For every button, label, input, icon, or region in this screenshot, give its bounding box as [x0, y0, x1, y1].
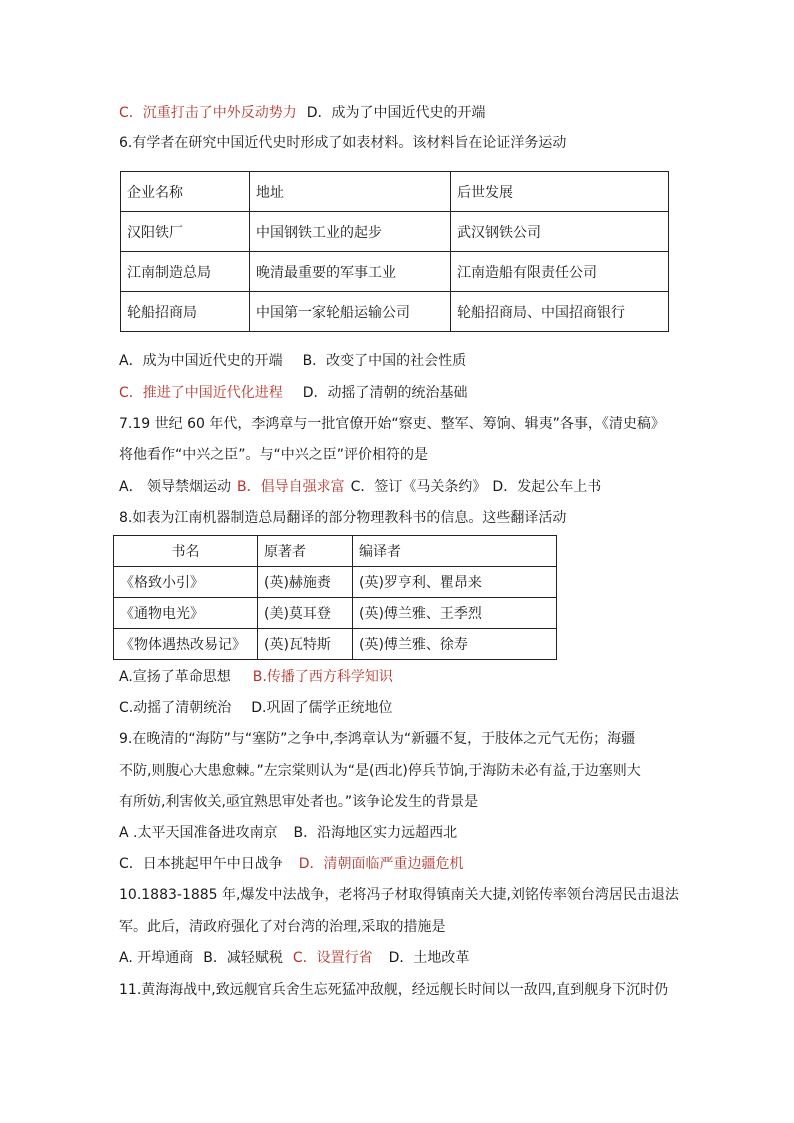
- table-cell: 汉阳铁厂: [121, 212, 250, 252]
- table-header-cell: 企业名称: [121, 172, 250, 212]
- table-row: [121, 212, 669, 252]
- table-header-row: [121, 172, 669, 212]
- q7-option-c: C．签订《马关条约》: [350, 479, 487, 495]
- q7-options: [119, 477, 601, 497]
- q10-options: [119, 948, 469, 968]
- q8-stem: 8.如表为江南机器制造总局翻译的部分物理教科书的信息。这些翻译活动: [119, 510, 567, 526]
- q7-option-a: A． 领导禁烟运动: [119, 479, 232, 495]
- q10-option-c: C．设置行省: [292, 950, 373, 966]
- table-header-cell: 后世发展: [451, 172, 669, 212]
- table-cell: (英)瓦特斯: [258, 629, 353, 660]
- q9-option-a: A .太平天国准备进攻南京: [119, 825, 278, 841]
- table-row: [114, 567, 557, 598]
- q10-option-a: A. 开埠通商: [119, 950, 194, 966]
- q8-option-c: C.动摇了清朝统治: [119, 700, 232, 716]
- table-row: [121, 252, 669, 292]
- table-header-cell: 编译者: [353, 536, 557, 567]
- q10-stem-line2: 军。此后，清政府强化了对台湾的治理,采取的措施是: [119, 919, 446, 935]
- table-header-cell: 书名: [114, 536, 258, 567]
- q7-option-b: B．倡导自强求富: [237, 479, 345, 495]
- q7-stem-line1: 7.19 世纪 60 年代，李鸿章与一批官僚开始“察吏、整军、筹饷、辑夷”各事，《清史稿》: [119, 416, 665, 432]
- table-cell: (英)傅兰雅、王季烈: [353, 598, 557, 629]
- table-header-cell: 原著者: [258, 536, 353, 567]
- q6-option-b: B．改变了中国的社会性质: [302, 353, 467, 369]
- q10-option-d: D．土地改革: [388, 950, 470, 966]
- q6-option-c: C．推进了中国近代化进程: [119, 385, 283, 401]
- table-cell: 武汉钢铁公司: [451, 212, 669, 252]
- q9-stem-line2: 不防,则腹心大患愈棘。”左宗棠则认为“是(西北)停兵节饷,于海防未必有益,于边塞则大: [119, 763, 641, 779]
- table-row: [114, 629, 557, 660]
- q8-option-d: D.巩固了儒学正统地位: [251, 700, 393, 716]
- q5-options: [119, 103, 486, 123]
- q9-options-ab: [119, 823, 457, 843]
- table-cell: (英)罗亨利、瞿昂来: [353, 567, 557, 598]
- q6-option-a: A．成为中国近代史的开端: [119, 353, 283, 369]
- q6-options-cd: [119, 383, 468, 403]
- q6-table: [120, 171, 669, 332]
- table-cell: 轮船招商局、中国招商银行: [451, 292, 669, 332]
- q9-option-d: D．清朝面临严重边疆危机: [298, 856, 464, 872]
- table-cell: (英)傅兰雅、徐寿: [353, 629, 557, 660]
- q10-option-b: B．减轻赋税: [203, 950, 283, 966]
- q9-option-c: C．日本挑起甲午中日战争: [119, 856, 283, 872]
- q5-option-d: D．成为了中国近代史的开端: [306, 105, 486, 121]
- table-cell: 《格致小引》: [114, 567, 258, 598]
- table-cell: (英)赫施赉: [258, 567, 353, 598]
- q8-options-cd: [119, 698, 392, 718]
- q8-table: [113, 535, 557, 660]
- q7-stem-line2: 将他看作“中兴之臣”。与“中兴之臣”评价相符的是: [119, 447, 429, 463]
- q10-stem-line1: 10.1883-1885 年,爆发中法战争，老将冯子材取得镇南关大捷,刘铭传率领台湾居民击退法: [119, 887, 679, 903]
- table-cell: 《通物电光》: [114, 598, 258, 629]
- q8-option-a: A.宣扬了革命思想: [119, 669, 231, 685]
- table-header-cell: 地址: [250, 172, 451, 212]
- table-cell: 中国第一家轮船运输公司: [250, 292, 451, 332]
- table-cell: 中国钢铁工业的起步: [250, 212, 451, 252]
- table-cell: 轮船招商局: [121, 292, 250, 332]
- q6-option-d: D．动摇了清朝的统治基础: [302, 385, 468, 401]
- table-cell: 《物体遇热改易记》: [114, 629, 258, 660]
- q8-options-ab: [119, 667, 393, 687]
- table-cell: 晚清最重要的军事工业: [250, 252, 451, 292]
- q11-stem-line1: 11.黄海海战中,致远舰官兵舍生忘死猛冲敌舰，经远舰长时间以一敌四,直到舰身下沉时仍: [119, 982, 669, 998]
- q9-stem-line3: 有所妨,利害攸关,亟宜熟思审处者也。”该争论发生的背景是: [119, 794, 479, 810]
- table-cell: (美)莫耳登: [258, 598, 353, 629]
- table-cell: 江南制造总局: [121, 252, 250, 292]
- q8-option-b: B.传播了西方科学知识: [252, 669, 393, 685]
- table-row: [121, 292, 669, 332]
- q5-option-c: C．沉重打击了中外反动势力: [119, 105, 297, 121]
- table-header-row: [114, 536, 557, 567]
- q6-options-ab: [119, 351, 466, 371]
- q6-stem: 6.有学者在研究中国近代史时形成了如表材料。该材料旨在论证洋务运动: [119, 135, 567, 151]
- q9-options-cd: [119, 854, 464, 874]
- q7-option-d: D．发起公车上书: [492, 479, 602, 495]
- q9-stem-line1: 9.在晚清的“海防”与“塞防”之争中,李鸿章认为“新疆不复，于肢体之元气无伤；海疆: [119, 731, 636, 747]
- q9-option-b: B．沿海地区实力远超西北: [293, 825, 458, 841]
- table-row: [114, 598, 557, 629]
- table-cell: 江南造船有限责任公司: [451, 252, 669, 292]
